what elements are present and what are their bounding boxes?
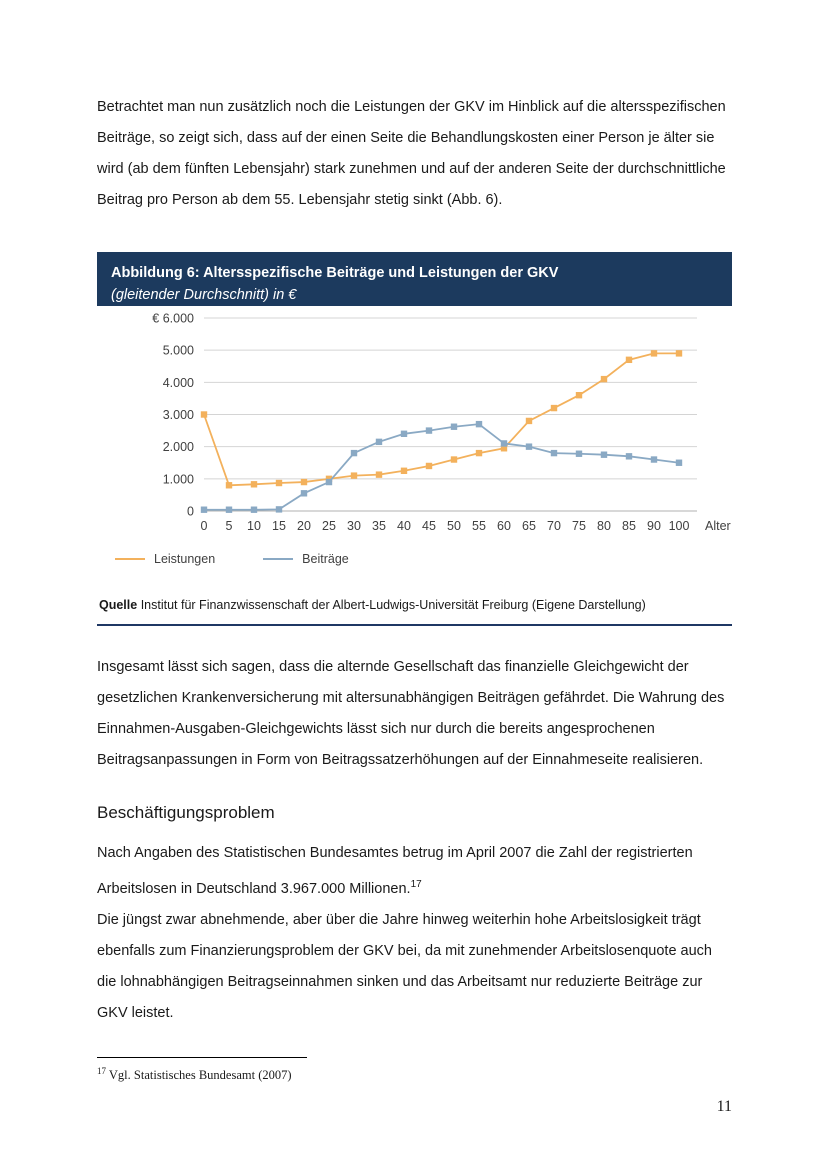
section-heading-beschaeftigungsproblem: Beschäftigungsproblem: [97, 803, 275, 822]
series-marker: [576, 392, 582, 398]
series-marker: [626, 453, 632, 459]
x-axis-tick-label: 50: [447, 519, 461, 533]
series-marker: [676, 350, 682, 356]
page-content: [97, 92, 732, 1029]
series-marker: [676, 460, 682, 466]
series-marker: [601, 452, 607, 458]
footnote-text: Vgl. Statistisches Bundesamt (2007): [108, 1068, 292, 1083]
series-marker: [476, 421, 482, 427]
series-marker: [276, 506, 282, 512]
intro-paragraph: Betrachtet man nun zusätzlich noch die Leistungen der GKV im Hinblick auf die altersspezifischen Beiträge, so zeigt sich, dass auf der einen Seite die Behandlungskosten einer Person je älter sie wird (ab dem fünften Lebensjahr) stark zunehmen und auf der anderen Seite der durchschnittliche Beitrag pro Person ab dem 55. Lebensjahr stetig sinkt (Abb. 6).: [97, 99, 726, 208]
series-line: [204, 353, 679, 485]
x-axis-tick-label: 40: [397, 519, 411, 533]
series-marker: [276, 480, 282, 486]
legend-item-leistungen: [115, 552, 215, 566]
series-marker: [251, 507, 257, 513]
series-marker: [576, 451, 582, 457]
x-axis-tick-label: 55: [472, 519, 486, 533]
chart-container: [97, 306, 732, 596]
x-axis-tick-label: 10: [247, 519, 261, 533]
series-marker: [226, 507, 232, 513]
x-axis-tick-label: 45: [422, 519, 436, 533]
x-axis-title: Alter: [705, 519, 731, 533]
legend-swatch-leistungen-icon: [115, 558, 145, 560]
source-text: Institut für Finanzwissenschaft der Albert-Ludwigs-Universität Freiburg (Eigene Darstellung): [140, 598, 646, 612]
footnote-separator: [97, 1057, 307, 1058]
legend-label-beitraege: Beiträge: [302, 552, 349, 566]
series-marker: [651, 350, 657, 356]
legend-item-beitraege: [263, 552, 349, 566]
figure-title: Abbildung 6: Altersspezifische Beiträge und Leistungen der GKV: [111, 265, 559, 281]
series-marker: [501, 440, 507, 446]
figure-subtitle: (gleitender Durchschnitt) in €: [111, 287, 297, 303]
series-marker: [426, 427, 432, 433]
x-axis-tick-label: 80: [597, 519, 611, 533]
x-axis-tick-label: 5: [225, 519, 233, 533]
figure-6: [97, 252, 732, 626]
x-axis-tick-label: 70: [547, 519, 561, 533]
y-axis-tick-label: 1.000: [162, 472, 194, 487]
footnote-number: 17: [97, 1066, 106, 1076]
figure-header: [97, 252, 732, 306]
series-marker: [326, 479, 332, 485]
lower-text-block: [97, 652, 732, 1029]
series-marker: [526, 418, 532, 424]
y-axis-tick-label: 0: [187, 504, 194, 519]
series-marker: [401, 431, 407, 437]
series-marker: [551, 405, 557, 411]
x-axis-tick-label: 75: [572, 519, 586, 533]
series-marker: [376, 439, 382, 445]
series-marker: [526, 443, 532, 449]
x-axis-tick-label: 20: [297, 519, 311, 533]
x-axis-tick-label: 35: [372, 519, 386, 533]
page-number: 11: [716, 1098, 732, 1115]
x-axis-tick-label: 100: [668, 519, 690, 533]
x-axis-tick-label: 85: [622, 519, 636, 533]
x-axis-tick-label: 15: [272, 519, 286, 533]
series-marker: [626, 357, 632, 363]
summary-paragraph: Insgesamt lässt sich sagen, dass die alternde Gesellschaft das finanzielle Gleichgewicht der gesetzlichen Krankenversicherung mit altersunabhängigen Beiträgen gefährdet. Die Wahrung des Einnahmen-Ausgaben-Gleichgewichts lässt sich nur durch die bereits angesprochenen Beitragsanpassungen in Form von Beitragssatzerhöhungen auf der Einnahmeseite realisieren.: [97, 659, 725, 768]
y-axis-tick-label: 3.000: [162, 408, 194, 422]
series-marker: [201, 507, 207, 513]
series-marker: [451, 424, 457, 430]
series-marker: [226, 482, 232, 488]
y-axis-tick-label: 4.000: [162, 375, 194, 390]
series-marker: [476, 450, 482, 456]
series-marker: [426, 463, 432, 469]
series-marker: [301, 479, 307, 485]
x-axis-tick-label: 90: [647, 519, 661, 533]
y-axis-tick-label: 2.000: [162, 440, 194, 455]
series-marker: [401, 468, 407, 474]
line-chart: [97, 306, 732, 556]
x-axis-tick-label: 25: [322, 519, 336, 533]
series-line: [204, 424, 679, 510]
series-marker: [601, 376, 607, 382]
series-marker: [351, 472, 357, 478]
y-axis-tick-label: 5.000: [162, 343, 194, 358]
series-marker: [651, 456, 657, 462]
series-marker: [551, 450, 557, 456]
paragraph-arbeitslose: [97, 838, 732, 905]
series-marker: [451, 456, 457, 462]
paragraph-arbeitslosigkeit: Die jüngst zwar abnehmende, aber über die Jahre hinweg weiterhin hohe Arbeitslosigkeit trägt ebenfalls zum Finanzierungsproblem der GKV bei, da mit zunehmender Arbeitslosenquote auch die lohnabhängigen Beitragseinnahmen sinken und das Arbeitsamt nur reduzierte Beiträge zur GKV leistet.: [97, 911, 712, 1021]
source-label: Quelle: [99, 598, 138, 612]
paragraph-arbeitslose-text: Nach Angaben des Statistischen Bundesamtes betrug im April 2007 die Zahl der registrierten Arbeitslosen in Deutschland 3.967.000 Millionen.: [97, 845, 693, 897]
series-marker: [301, 490, 307, 496]
footnote-reference-17: 17: [410, 879, 422, 890]
series-marker: [251, 481, 257, 487]
figure-source: [97, 596, 732, 616]
legend-swatch-beitraege-icon: [263, 558, 293, 560]
series-marker: [201, 411, 207, 417]
x-axis-tick-label: 60: [497, 519, 511, 533]
legend-label-leistungen: Leistungen: [154, 552, 216, 566]
y-axis-tick-label: € 6.000: [152, 311, 194, 326]
footnote-entry: [97, 1066, 292, 1083]
series-marker: [376, 471, 382, 477]
x-axis-tick-label: 0: [200, 519, 208, 533]
x-axis-tick-label: 30: [347, 519, 361, 533]
chart-legend: [115, 552, 349, 566]
x-axis-tick-label: 65: [522, 519, 536, 533]
series-marker: [351, 450, 357, 456]
